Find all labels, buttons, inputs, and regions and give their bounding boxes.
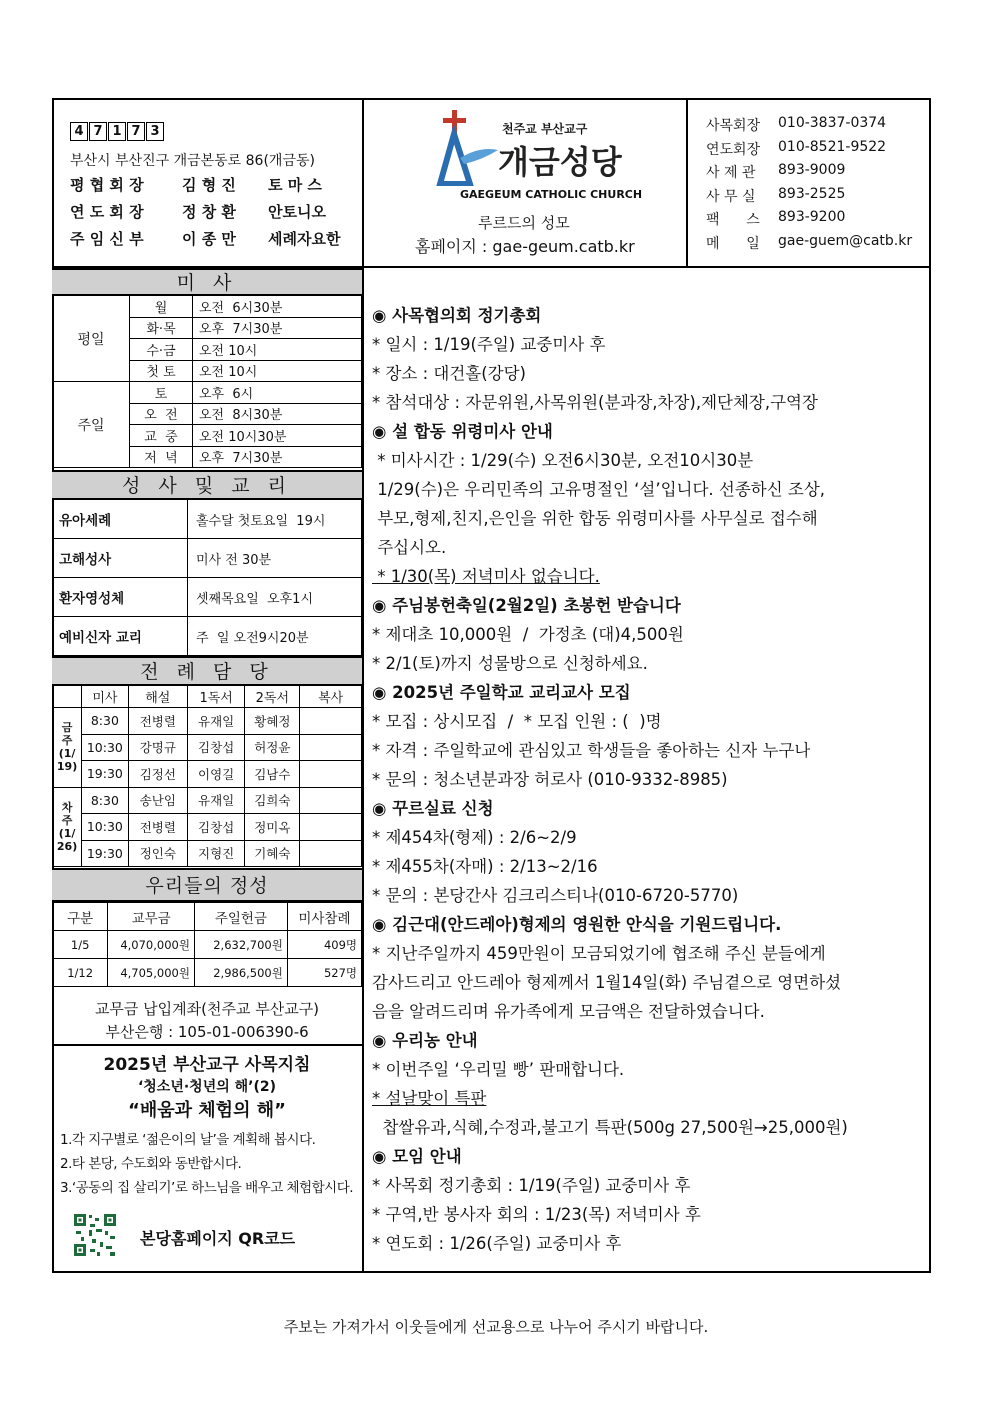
notice-line: 주십시오.	[372, 538, 447, 557]
officer-baptism: 안토니오	[268, 203, 326, 221]
postal-digit: 7	[127, 122, 145, 141]
liturgy-cell	[300, 840, 362, 867]
liturgy-row	[53, 840, 362, 867]
mass-group-label: 주일	[53, 382, 130, 468]
notice-heading: ◉ 우리농 안내	[372, 1031, 478, 1050]
liturgy-cell: 지형진	[188, 840, 245, 867]
liturgy-row	[53, 814, 362, 841]
sacrament-value: 셋째목요일 오후1시	[188, 578, 362, 617]
notice-line: * 자격 : 주일학교에 관심있고 학생들을 좋아하는 신자 누구나	[372, 741, 811, 760]
liturgy-cell: 정미옥	[245, 814, 300, 841]
offering-title: 우리들의 정성	[52, 868, 362, 902]
liturgy-cell: 정인숙	[128, 840, 187, 867]
contact-label: 메 일	[706, 235, 760, 252]
column-divider	[362, 98, 364, 1273]
liturgy-cell: 19:30	[82, 761, 128, 788]
guideline-item: 3.‘공동의 집 살리기’로 하느님을 배우고 체험합시다.	[60, 1180, 354, 1196]
notice-line: 찹쌀유과,식혜,수정과,불고기 특판(500g 27,500원→25,000원)	[372, 1118, 848, 1137]
sacraments-title: 성 사 및 교 리	[52, 470, 362, 500]
contact-value[interactable]: gae-guem@catb.kr	[778, 232, 913, 249]
offering-row	[53, 931, 362, 959]
sacrament-row	[53, 500, 362, 539]
qr-label: 본당홈페이지 QR코드	[140, 1229, 296, 1248]
sacrament-row	[53, 539, 362, 578]
address: 부산시 부산진구 개금본동로 86(개금동)	[70, 153, 315, 169]
contact-label: 사 제 관	[706, 165, 756, 181]
notice-line: * 구역,반 봉사자 회의 : 1/23(목) 저녁미사 후	[372, 1205, 701, 1224]
officer-name: 김 형 진	[182, 176, 236, 194]
mass-day: 토	[130, 382, 193, 404]
liturgy-row	[53, 734, 362, 761]
offering-cell: 409명	[287, 931, 361, 959]
notice-line: * 지난주일까지 459만원이 모금되었기에 협조해 주신 분들에게	[372, 944, 826, 963]
sacrament-row	[53, 578, 362, 617]
liturgy-cell: 김창섭	[188, 734, 245, 761]
liturgy-cell: 기혜숙	[245, 840, 300, 867]
logo-title: 개금성당	[498, 143, 622, 181]
liturgy-cell: 19:30	[82, 840, 128, 867]
sacrament-name: 환자영성체	[53, 578, 188, 617]
logo-small-text: 천주교 부산교구	[502, 122, 588, 136]
liturgy-week-label: 금 주 (1/ 19)	[53, 708, 82, 788]
notice-line: * 모집 : 상시모집 / * 모집 인원 : ( )명	[372, 712, 662, 731]
liturgy-header-cell: 2독서	[245, 686, 300, 708]
footer-note: 주보는 가져가서 이웃들에게 선교용으로 나누어 주시기 바랍니다.	[283, 1318, 709, 1336]
offering-header-cell: 구분	[53, 903, 108, 931]
contact-value[interactable]: 893-9009	[778, 162, 846, 178]
officer-role: 주 임 신 부	[70, 230, 144, 248]
notice-line: * 장소 : 대건홀(강당)	[372, 364, 526, 383]
notice-line: * 이번주일 ‘우리밀 빵’ 판매합니다.	[372, 1060, 625, 1079]
mass-group-label: 평일	[53, 296, 130, 382]
notice-line: * 문의 : 본당간사 김크리스티나(010-6720-5770)	[372, 886, 739, 905]
left-column	[52, 268, 362, 1273]
guideline-items	[60, 1128, 353, 1200]
mass-day: 화·목	[130, 317, 193, 339]
mass-title: 미 사	[52, 268, 362, 296]
contact-value[interactable]: 893-9200	[778, 209, 846, 225]
liturgy-table	[52, 685, 362, 867]
notice-line: * 사목회 정기총회 : 1/19(주일) 교중미사 후	[372, 1176, 691, 1195]
liturgy-cell: 송난임	[128, 787, 187, 814]
liturgy-cell: 강명규	[128, 734, 187, 761]
notice-line: * 일시 : 1/19(주일) 교중미사 후	[372, 335, 606, 354]
notice-line: 감사드리고 안드레아 형제께서 1월14일(화) 주님곁으로 영면하셨	[372, 973, 842, 992]
offering-cell: 1/12	[53, 959, 108, 987]
liturgy-cell: 황혜정	[245, 708, 300, 735]
liturgy-cell: 김창섭	[188, 814, 245, 841]
offering-cell: 527명	[287, 959, 361, 987]
offering-header	[53, 903, 362, 931]
notice-line: 음을 알려드리며 유가족에게 모금액은 전달하였습니다.	[372, 1002, 765, 1021]
offering-row	[53, 959, 362, 987]
notice-heading: ◉ 사목협의회 정기총회	[372, 306, 542, 325]
mass-time: 오전 10시	[193, 360, 362, 382]
mass-day: 첫 토	[130, 360, 193, 382]
liturgy-cell: 10:30	[82, 814, 128, 841]
liturgy-header-cell: 복사	[300, 686, 362, 708]
liturgy-cell	[300, 734, 362, 761]
notice-heading: ◉ 꾸르실료 신청	[372, 799, 494, 818]
officer-baptism: 토 마 스	[268, 176, 322, 194]
logo-english: GAEGEUM CATHOLIC CHURCH	[460, 188, 643, 201]
offering-cell: 1/5	[53, 931, 108, 959]
sacrament-name: 예비신자 교리	[53, 617, 188, 656]
mass-time: 오전 8시30분	[193, 403, 362, 425]
mass-row	[53, 296, 362, 318]
mass-row	[53, 382, 362, 404]
notice-heading: ◉ 설 합동 위령미사 안내	[372, 422, 553, 441]
sacrament-value: 주 일 오전9시20분	[188, 617, 362, 656]
sacrament-name: 고해성사	[53, 539, 188, 578]
guideline-subtitle: ‘청소년·청년의 해’(2)	[137, 1079, 277, 1095]
church-logo-icon	[430, 106, 500, 186]
account-line1: 교무금 납입계좌(천주교 부산교구)	[94, 1000, 320, 1018]
liturgy-cell	[300, 708, 362, 735]
liturgy-header-cell: 1독서	[188, 686, 245, 708]
liturgy-cell: 이영길	[188, 761, 245, 788]
liturgy-cell: 전병렬	[128, 708, 187, 735]
offering-cell: 4,070,000원	[108, 931, 195, 959]
liturgy-header-cell: 해설	[128, 686, 187, 708]
postal-code	[70, 120, 165, 141]
offering-cell: 2,986,500원	[194, 959, 287, 987]
notice-line: * 설날맞이 특판	[372, 1089, 487, 1108]
header-divider	[686, 98, 688, 268]
liturgy-row	[53, 761, 362, 788]
notice-heading: ◉ 김근대(안드레아)형제의 영원한 안식을 기원드립니다.	[372, 915, 782, 934]
liturgy-cell	[300, 787, 362, 814]
notice-heading: ◉ 모임 안내	[372, 1147, 462, 1166]
liturgy-week-label: 차 주 (1/ 26)	[53, 787, 82, 867]
homepage-link[interactable]: 홈페이지 : gae-geum.catb.kr	[415, 237, 635, 256]
notice-line: * 미사시간 : 1/29(수) 오전6시30분, 오전10시30분	[372, 451, 754, 470]
mass-time: 오전 10시30분	[193, 425, 362, 447]
officer-name: 정 창 환	[182, 203, 236, 221]
notice-line: * 1/30(목) 저녁미사 없습니다.	[372, 567, 600, 586]
officer-role: 평 협 회 장	[70, 176, 144, 194]
contact-value[interactable]: 010-3837-0374	[778, 115, 887, 131]
offering-header-cell: 미사참례	[287, 903, 361, 931]
patron-saint: 루르드의 성모	[478, 214, 570, 232]
liturgy-cell: 김정선	[128, 761, 187, 788]
postal-digit: 1	[108, 122, 126, 141]
notice-heading: ◉ 2025년 주일학교 교리교사 모집	[372, 683, 631, 702]
liturgy-cell: 8:30	[82, 787, 128, 814]
liturgy-cell: 김남수	[245, 761, 300, 788]
mass-time: 오전 6시30분	[193, 296, 362, 318]
liturgy-header-cell: 미사	[82, 686, 128, 708]
liturgy-cell: 10:30	[82, 734, 128, 761]
sacrament-name: 유아세례	[53, 500, 188, 539]
contact-value[interactable]: 893-2525	[778, 185, 846, 202]
liturgy-cell: 8:30	[82, 708, 128, 735]
notice-line: 부모,형제,친지,은인을 위한 합동 위령미사를 사무실로 접수해	[372, 509, 818, 528]
sacraments-table	[52, 499, 362, 656]
liturgy-cell	[300, 814, 362, 841]
guideline-title: 2025년 부산교구 사목지침	[103, 1055, 311, 1075]
liturgy-header-cell	[53, 686, 82, 708]
liturgy-cell: 김희숙	[245, 787, 300, 814]
offering-header-cell: 주일헌금	[194, 903, 287, 931]
sacrament-row	[53, 617, 362, 656]
guideline-motto: “배움과 체험의 해”	[128, 1100, 286, 1121]
account-line2: 부산은행 : 105-01-006390-6	[105, 1023, 309, 1041]
postal-digit: 4	[70, 122, 88, 141]
liturgy-header	[53, 686, 362, 708]
liturgy-cell: 유재일	[188, 708, 245, 735]
notice-line: * 제454차(형제) : 2/6~2/9	[372, 828, 577, 847]
notice-line: * 참석대상 : 자문위원,사목위원(분과장,차장),제단체장,구역장	[372, 393, 818, 412]
postal-digit: 7	[89, 122, 107, 141]
offering-cell: 4,705,000원	[108, 959, 195, 987]
notice-heading: ◉ 주님봉헌축일(2월2일) 초봉헌 받습니다	[372, 596, 681, 615]
contact-label: 연도회장	[706, 141, 761, 158]
contact-label: 팩 스	[706, 212, 760, 228]
qr-code-icon[interactable]	[72, 1212, 118, 1258]
liturgy-cell	[300, 761, 362, 788]
officer-name: 이 종 만	[182, 230, 236, 248]
mass-day: 오 전	[130, 403, 193, 425]
contact-label: 사 무 실	[706, 188, 756, 205]
officer-role: 연 도 회 장	[70, 203, 144, 221]
mass-day: 수·금	[130, 339, 193, 361]
notice-line: * 2/1(토)까지 성물방으로 신청하세요.	[372, 654, 648, 673]
liturgy-title: 전 례 담 당	[52, 656, 362, 686]
mass-day: 월	[130, 296, 193, 318]
mass-table	[52, 295, 362, 468]
guideline-item: 2.타 본당, 수도회와 동반합시다.	[60, 1156, 242, 1172]
liturgy-cell: 유재일	[188, 787, 245, 814]
mass-day: 저 녁	[130, 446, 193, 468]
contact-label: 사목회장	[706, 118, 761, 134]
officer-baptism: 세례자요한	[268, 230, 341, 248]
mass-time: 오후 7시30분	[193, 317, 362, 339]
officer-row	[70, 228, 360, 255]
postal-digit: 3	[146, 122, 164, 141]
mass-time: 오전 10시	[193, 339, 362, 361]
liturgy-cell: 전병렬	[128, 814, 187, 841]
sacrament-value: 미사 전 30분	[188, 539, 362, 578]
notice-line: * 연도회 : 1/26(주일) 교중미사 후	[372, 1234, 622, 1253]
contact-value[interactable]: 010-8521-9522	[778, 138, 887, 155]
guideline-item: 1.각 지구별로 ‘젊은이의 날’을 계획해 봅시다.	[60, 1132, 316, 1148]
liturgy-row	[53, 787, 362, 814]
offering-header-cell: 교무금	[108, 903, 195, 931]
officer-row	[70, 174, 360, 201]
notice-line: * 문의 : 청소년분과장 허로사 (010-9332-8985)	[372, 770, 728, 789]
notice-line: 1/29(수)은 우리민족의 고유명절인 ‘설’입니다. 선종하신 조상,	[372, 480, 826, 499]
guideline-separator	[52, 1044, 362, 1046]
mass-time: 오후 7시30분	[193, 446, 362, 468]
offering-table	[52, 902, 362, 987]
officers	[70, 174, 360, 255]
offering-cell: 2,632,700원	[194, 931, 287, 959]
mass-day: 교 중	[130, 425, 193, 447]
mass-time: 오후 6시	[193, 382, 362, 404]
liturgy-cell: 허정윤	[245, 734, 300, 761]
notice-line: * 제455차(자매) : 2/13~2/16	[372, 857, 598, 876]
liturgy-row	[53, 708, 362, 735]
sacrament-value: 홀수달 첫토요일 19시	[188, 500, 362, 539]
notice-line: * 제대초 10,000원 / 가정초 (대)4,500원	[372, 625, 684, 644]
officer-row	[70, 201, 360, 228]
